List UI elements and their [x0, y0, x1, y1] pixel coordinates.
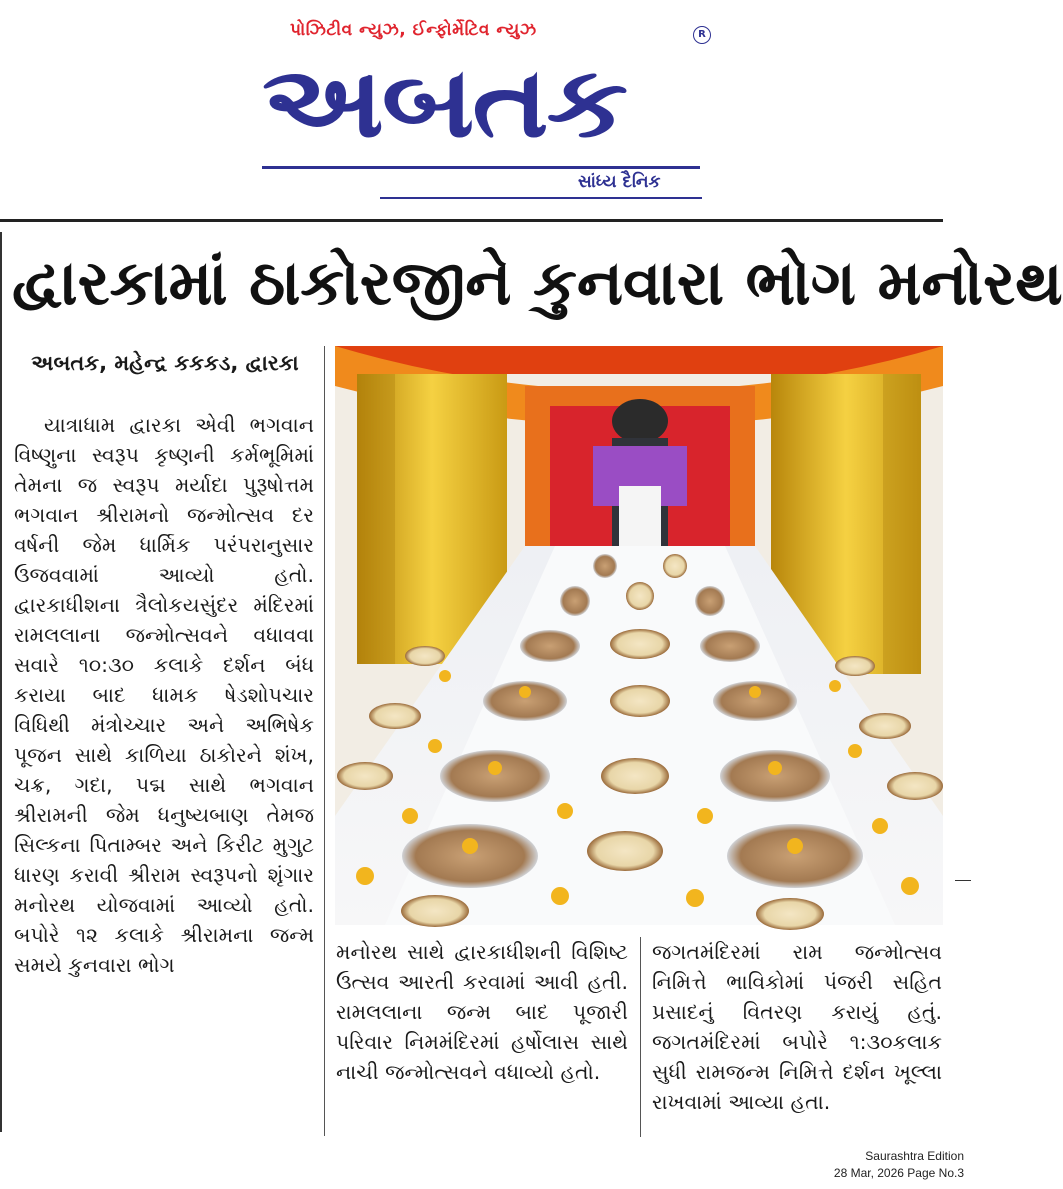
subtitle-rule	[380, 197, 702, 199]
margin-tick	[955, 880, 971, 881]
article-byline: અબતક, મહેન્દ્ર કકકડ, દ્વારકા	[31, 351, 299, 375]
temple-photo	[335, 346, 943, 925]
masthead-tagline: પોઝિટીવ ન્યુઝ, ઈન્ફોર્મેટિવ ન્યુઝ	[290, 20, 537, 40]
header-divider	[0, 219, 943, 222]
masthead	[0, 0, 971, 215]
logo-underline	[262, 166, 700, 169]
edition-name: Saurashtra Edition	[865, 1149, 964, 1163]
column-divider	[324, 346, 325, 1136]
masthead-subtitle: સાંધ્ય દૈનિક	[578, 172, 661, 192]
article-headline: દ્વારકામાં ઠાકોરજીને કુનવારા ભોગ મનોરથ	[12, 246, 1063, 319]
registered-mark-icon: R	[693, 26, 711, 44]
newspaper-logo: અબતક	[262, 46, 626, 160]
article-left-border	[0, 232, 2, 1132]
edition-date-page: 28 Mar, 2026 Page No.3	[833, 1166, 964, 1180]
column-divider	[640, 937, 641, 1137]
article-column-1: યાત્રાધામ દ્વારકા એવી ભગવાન વિષ્ણુના સ્વરૂપ કૃષ્ણની કર્મભૂમિમાં તેમના જ સ્વરૂપ મર્યાદા પુરૂષોત્તમ ભગવાન શ્રીરામનો જન્મોત્સવ દર વર્ષની જેમ ધાર્મિક પરંપરાનુસાર ઉજવવામાં આવ્યો હતો. દ્વારકાધીશના ત્રૈલોકયસુંદર મંદિરમાં રામલલાના જન્મોત્સવને વધાવવા સવારે ૧૦:૩૦ કલાકે દર્શન બંધ કરાયા બાદ ધામક ષેડશોપચાર વિધિથી મંત્રોચ્ચાર અને અભિષેક પૂજન સાથે કાળિયા ઠાકોરને શંખ, ચક્ર, ગદા, પદ્મ સાથે ભગવાન શ્રીરામની જેમ ધનુષ્યબાણ તેમજ સિલ્કના પિતામ્બર અને કિરીટ મુગુટ ધારણ કરાવી શ્રીરામ સ્વરૂપનો શૃંગાર મનોરથ યોજવામાં આવ્યો હતો. બપોરે ૧૨ કલાકે શ્રીરામના જન્મ સમયે કુનવારા ભોગ	[14, 413, 314, 977]
article-column-3: જગતમંદિરમાં રામ જન્મોત્સવ નિમિત્તે ભાવિકોમાં પંજરી સહિત પ્રસાદનું વિતરણ કરાયું હતું. જગતમંદિરમાં બપોરે ૧:૩૦કલાક સુધી રામજન્મ નિમિત્તે દર્શન ખૂલ્લા રાખવામાં આવ્યા હતા.	[652, 940, 942, 1114]
article-column-2: મનોરથ સાથે દ્વારકાધીશની વિશિષ્ટ ઉત્સવ આરતી કરવામાં આવી હતી. રામલલાના જન્મ બાદ પૂજારી પરિવાર નિમમંદિરમાં હર્ષોલાસ સાથે નાચી જન્મોત્સવને વધાવ્યો હતો.	[336, 940, 628, 1084]
edition-info	[800, 1148, 964, 1182]
